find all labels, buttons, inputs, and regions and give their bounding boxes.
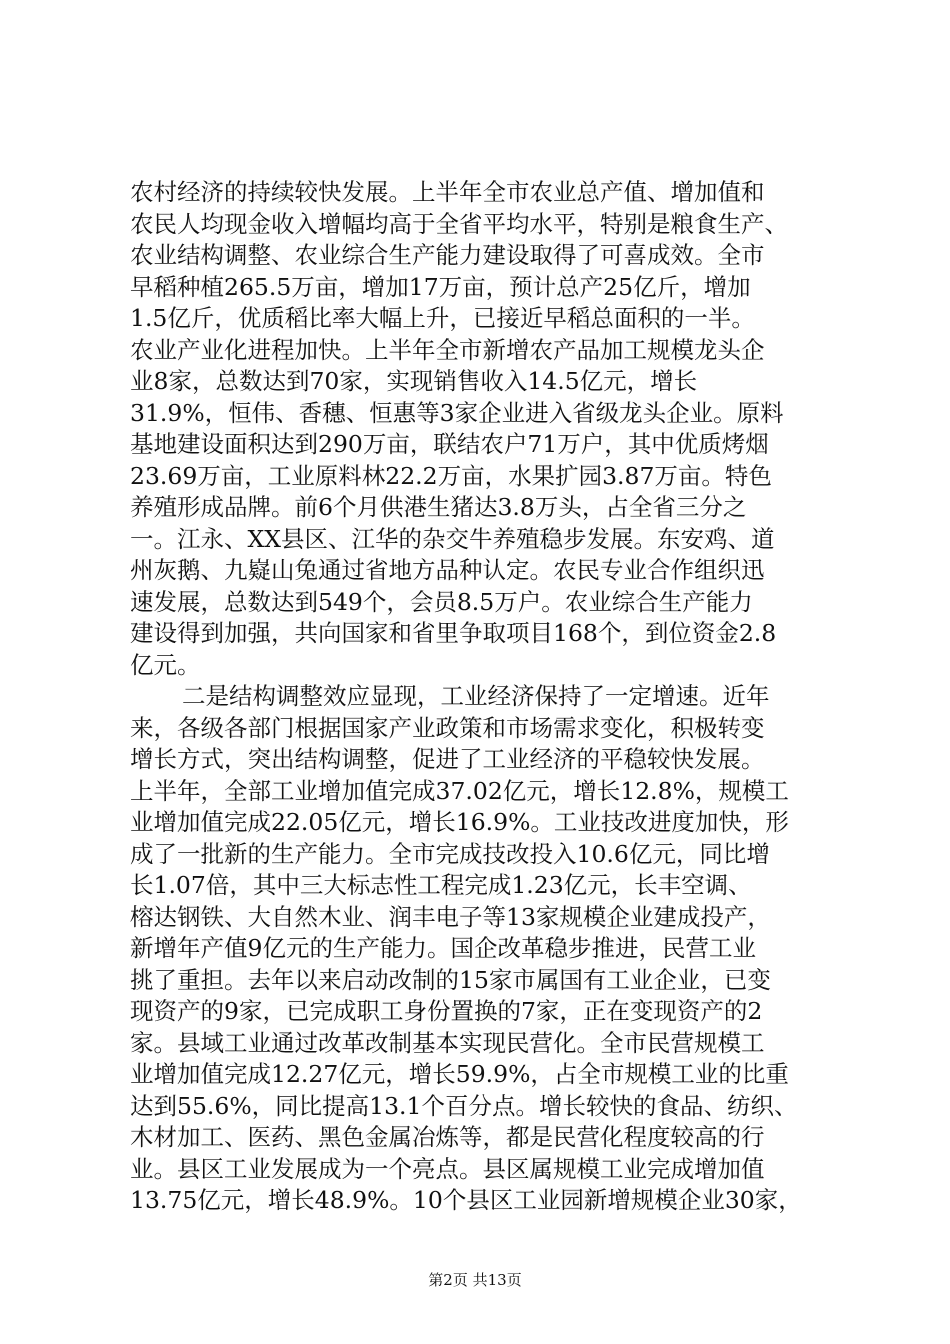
- page-footer: 第2页 共13页: [428, 1271, 522, 1289]
- text-line: 榕达钢铁、大自然木业、润丰电子等13家规模企业建成投产，: [130, 902, 771, 931]
- text-line: 23.69万亩，工业原料林22.2万亩，水果扩园3.87万亩。特色: [130, 461, 772, 490]
- text-line: 州灰鹅、九嶷山兔通过省地方品种认定。农民专业合作组织迅: [130, 556, 765, 584]
- text-line: 现资产的9家，已完成职工身份置换的7家，正在变现资产的2: [130, 997, 763, 1025]
- text-line: 长1.07倍，其中三大标志性工程完成1.23亿元，长丰空调、: [130, 871, 752, 899]
- text-line: 上半年，全部工业增加值完成37.02亿元，增长12.8%，规模工: [130, 776, 789, 805]
- text-line: 业8家，总数达到70家，实现销售收入14.5亿元，增长: [130, 367, 698, 395]
- text-line: 基地建设面积达到290万亩，联结农户71万户，其中优质烤烟: [130, 430, 769, 458]
- paragraph-start-line: 二是结构调整效应显现，工业经济保持了一定增速。近年: [182, 682, 770, 710]
- text-line: 增长方式，突出结构调整，促进了工业经济的平稳较快发展。: [130, 745, 765, 773]
- text-line: 31.9%，恒伟、香穗、恒惠等3家企业进入省级龙头企业。原料: [130, 398, 784, 427]
- text-line: 农业结构调整、农业综合生产能力建设取得了可喜成效。全市: [130, 241, 765, 269]
- text-line: 业增加值完成12.27亿元，增长59.9%，占全市规模工业的比重: [130, 1060, 789, 1088]
- text-line: 农业产业化进程加快。上半年全市新增农产品加工规模龙头企: [130, 335, 765, 364]
- text-line: 速发展，总数达到549个，会员8.5万户。农业综合生产能力: [130, 587, 753, 616]
- text-line: 养殖形成品牌。前6个月供港生猪达3.8万头，占全省三分之: [130, 493, 747, 521]
- text-line: 家。县域工业通过改革改制基本实现民营化。全市民营规模工: [130, 1028, 765, 1057]
- text-line: 来，各级各部门根据国家产业政策和市场需求变化，积极转变: [130, 713, 765, 742]
- text-line: 亿元。: [130, 650, 201, 679]
- text-line: 木材加工、医药、黑色金属冶炼等，都是民营化程度较高的行: [130, 1123, 765, 1151]
- text-line: 建设得到加强，共向国家和省里争取项目168个，到位资金2.8: [130, 619, 777, 647]
- body-text: [130, 177, 830, 1217]
- text-line: 业增加值完成22.05亿元，增长16.9%。工业技改进度加快，形: [130, 808, 789, 836]
- text-line: 挑了重担。去年以来启动改制的15家市属国有工业企业，已变: [130, 965, 771, 994]
- text-line: 业。县区工业发展成为一个亮点。县区属规模工业完成增加值: [130, 1154, 765, 1183]
- text-line: 一。江永、XX县区、江华的杂交牛养殖稳步发展。东安鸡、道: [130, 524, 775, 553]
- text-line: 成了一批新的生产能力。全市完成技改投入10.6亿元，同比增: [130, 839, 770, 868]
- text-line: 农村经济的持续较快发展。上半年全市农业总产值、增加值和: [130, 178, 765, 206]
- text-line: 13.75亿元，增长48.9%。10个县区工业园新增规模企业30家，: [130, 1186, 802, 1214]
- text-line: 农民人均现金收入增幅均高于全省平均水平，特别是粮食生产、: [130, 209, 788, 238]
- text-line: 新增年产值9亿元的生产能力。国企改革稳步推进，民营工业: [130, 934, 756, 962]
- text-line: 1.5亿斤，优质稻比率大幅上升，已接近早稻总面积的一半。: [130, 304, 755, 332]
- text-line: 达到55.6%，同比提高13.1个百分点。增长较快的食品、纺织、: [130, 1091, 798, 1120]
- text-line: 早稻种植265.5万亩，增加17万亩，预计总产25亿斤，增加: [130, 272, 751, 301]
